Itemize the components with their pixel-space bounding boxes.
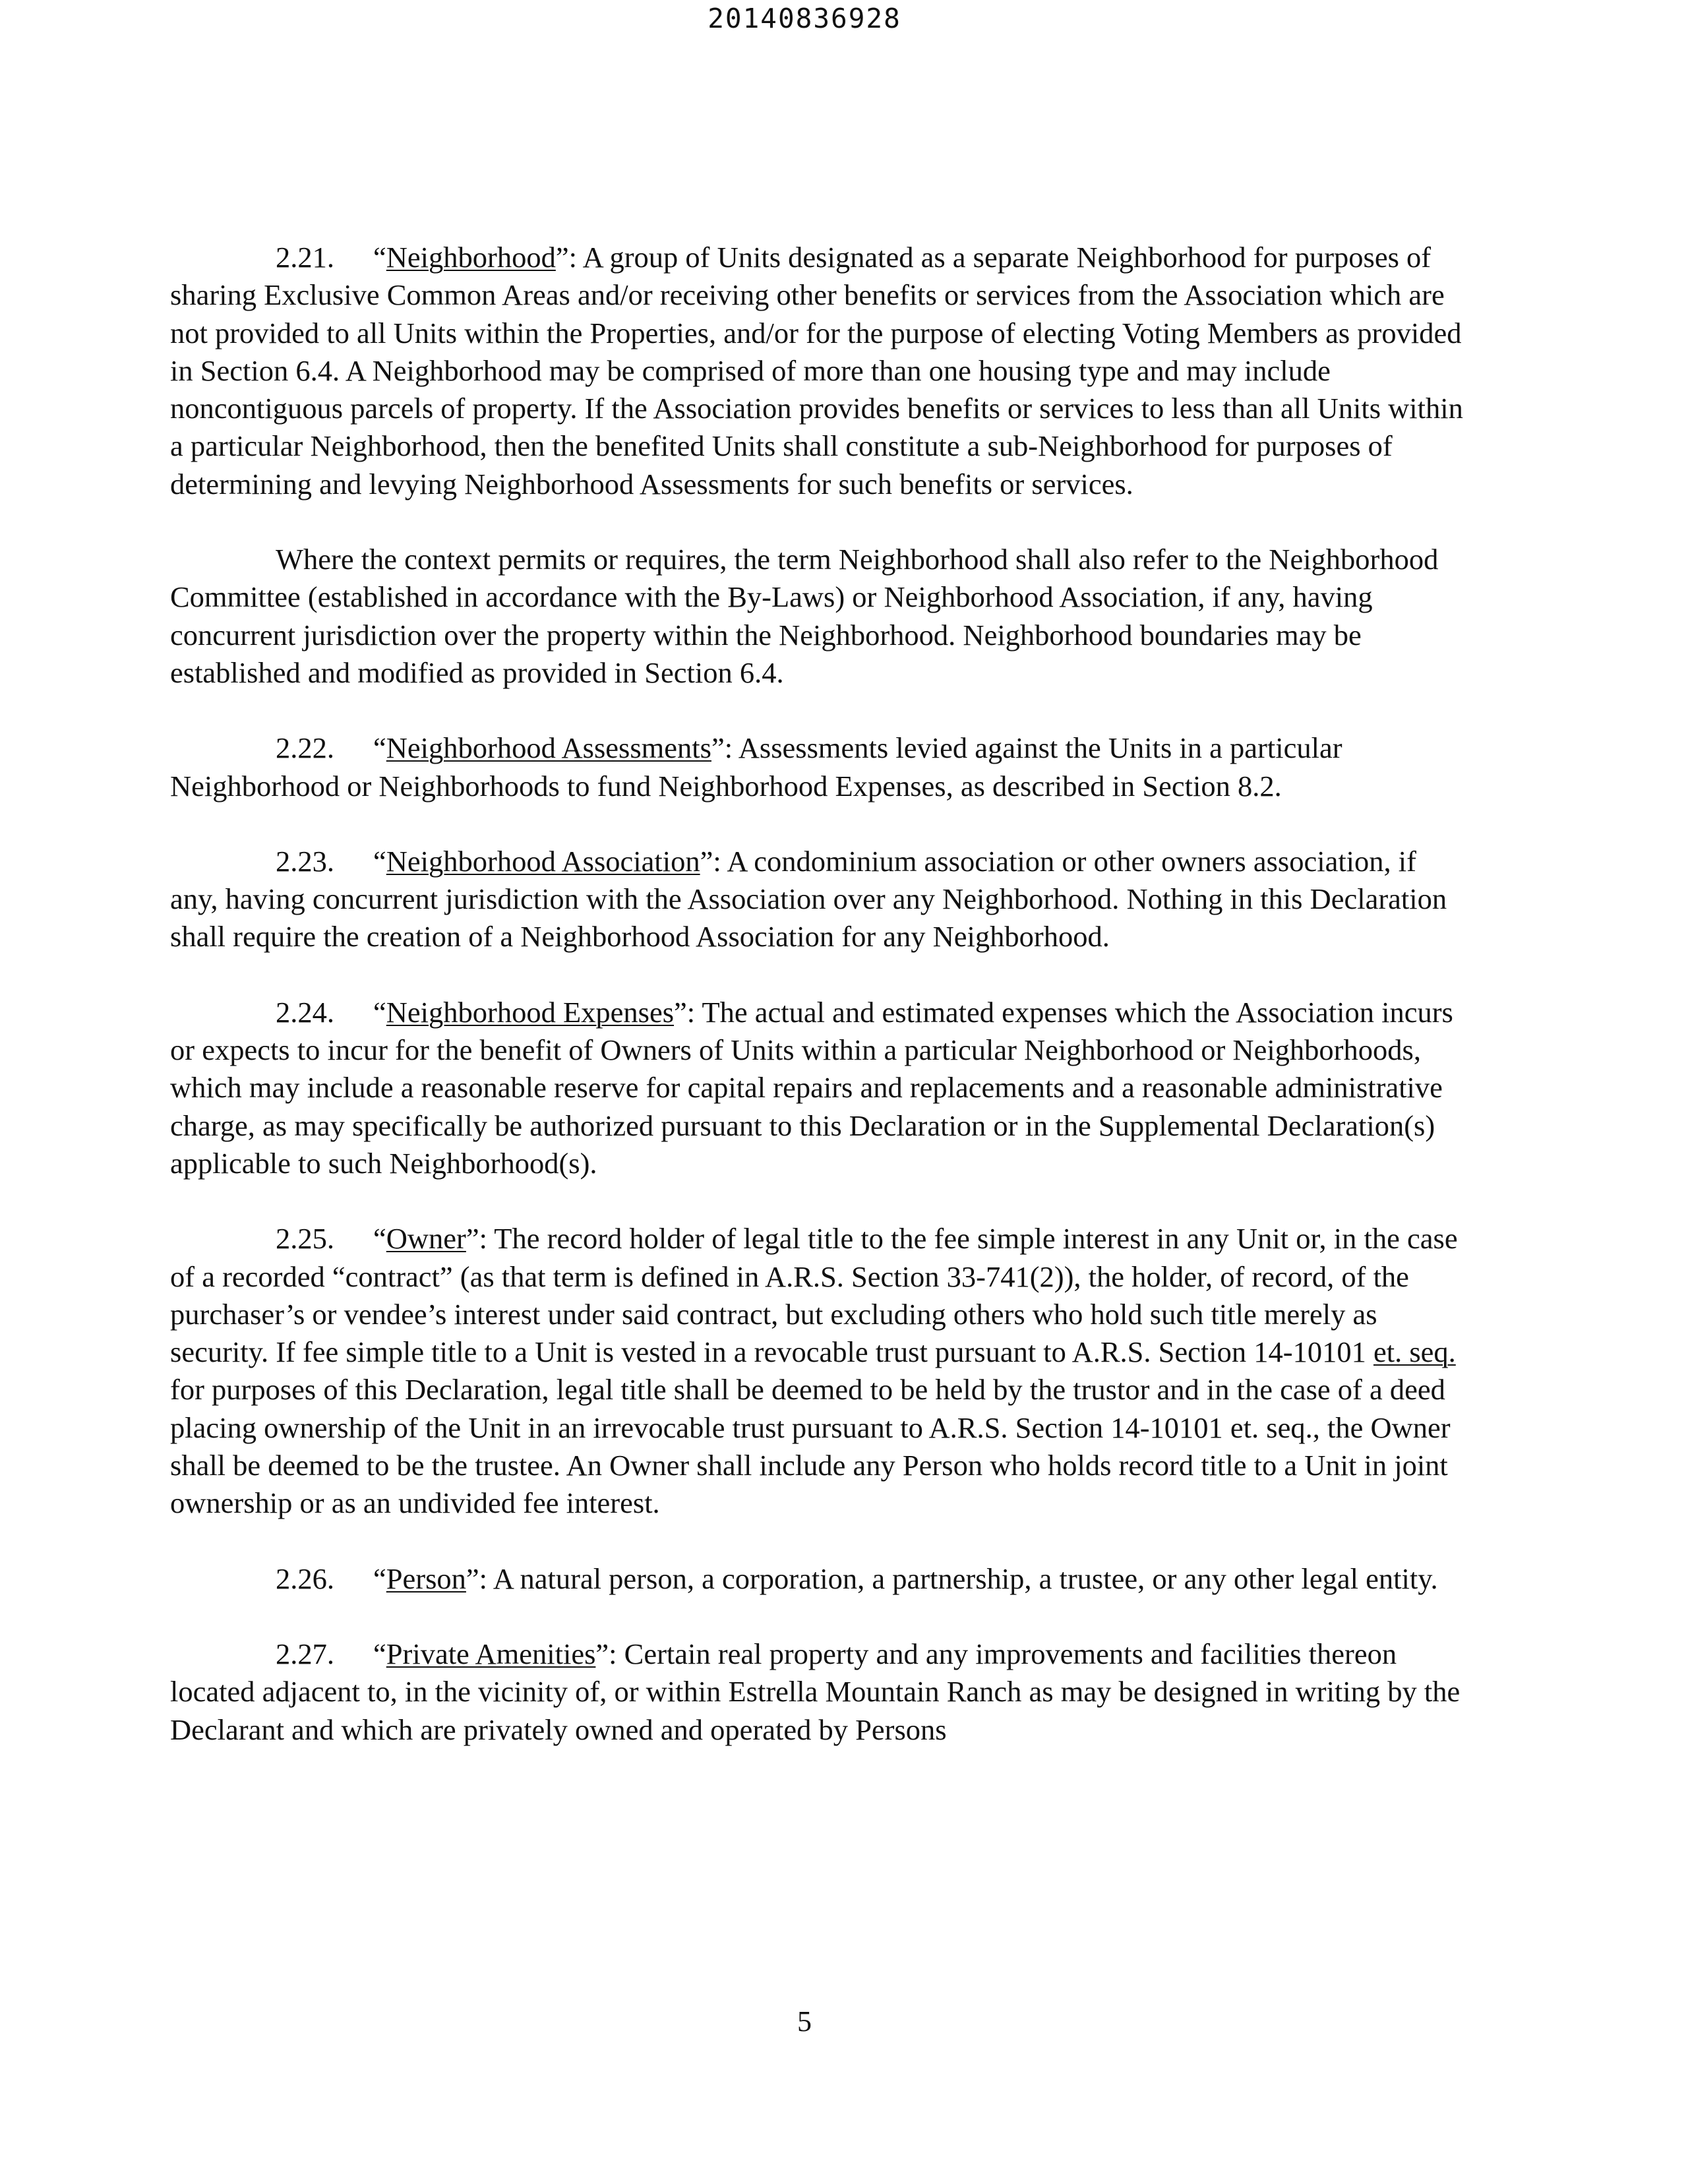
section-2-23: 2.23. “Neighborhood Association”: A condominium association or other owners association, if any, having concurrent jurisdiction with the Association over any Neighborhood. Nothing in this Declaration shall require the creation of a Neighborhood Association for any Neighborhood.	[170, 843, 1470, 956]
section-text: : A natural person, a corporation, a partnership, a trustee, or any other legal entity.	[479, 1562, 1438, 1595]
section-2-24: 2.24. “Neighborhood Expenses”: The actual and estimated expenses which the Association incurs or expects to incur for the benefit of Owners of Units within a particular Neighborhood or Neighborhoods, which may include a reasonable reserve for capital repairs and replacements and a reasonable administrative charge, as may specifically be authorized pursuant to this Declaration or in the Supplemental Declaration(s) applicable to such Neighborhood(s).	[170, 994, 1470, 1182]
document-body	[170, 239, 1470, 1786]
defined-term: Person	[386, 1562, 466, 1595]
defined-term: Private Amenities	[386, 1637, 596, 1670]
section-2-21: 2.21. “Neighborhood”: A group of Units designated as a separate Neighborhood for purposes of sharing Exclusive Common Areas and/or receiving other benefits or services from the Association which are not provided to all Units within the Properties, and/or for the purpose of electing Voting Members as provided in Section 6.4. A Neighborhood may be comprised of more than one housing type and may include noncontiguous parcels of property. If the Association provides benefits or services to less than all Units within a particular Neighborhood, then the benefited Units shall constitute a sub-Neighborhood for purposes of determining and levying Neighborhood Assessments for such benefits or services.	[170, 239, 1470, 503]
section-number: 2.25.	[276, 1222, 334, 1256]
section-number: 2.26.	[276, 1562, 334, 1595]
defined-term: Neighborhood Assessments	[386, 731, 711, 765]
section-number: 2.27.	[276, 1637, 334, 1670]
section-number: 2.23.	[276, 844, 334, 878]
defined-term: Owner	[386, 1222, 466, 1256]
defined-term: Neighborhood	[386, 241, 556, 274]
section-2-22: 2.22. “Neighborhood Assessments”: Assessments levied against the Units in a particular Neighborhood or Neighborhoods to fund Neighborhood Expenses, as described in Section 8.2.	[170, 729, 1470, 805]
section-2-27: 2.27. “Private Amenities”: Certain real property and any improvements and facilities thereon located adjacent to, in the vicinity of, or within Estrella Mountain Ranch as may be designed in writing by the Declarant and which are privately owned and operated by Persons	[170, 1635, 1470, 1749]
section-text: : The actual and estimated expenses which the Association incurs or expects to incur for the benefit of Owners of Units within a particular Neighborhood or Neighborhoods, which may include a reasonable reserve for capital repairs and replacements and a reasonable administrative charge, as may specifically be authorized pursuant to this Declaration or in the Supplemental Declaration(s) applicable to such Neighborhood(s).	[170, 995, 1453, 1180]
section-text-continued: for purposes of this Declaration, legal title shall be deemed to be held by the trustor and in the case of a deed placing ownership of the Unit in an irrevocable trust pursuant to A.R.S. Section 14-10101 et. seq., the Owner shall be deemed to be the trustee. An Owner shall include any Person who holds record title to a Unit in joint ownership or as an undivided fee interest.	[170, 1373, 1451, 1520]
section-text: : A condominium association or other owners association, if any, having concurrent jurisdiction with the Association over any Neighborhood. Nothing in this Declaration shall require the creation of a Neighborhood Association for any Neighborhood.	[170, 844, 1447, 954]
page-number: 5	[797, 2005, 812, 2038]
section-number: 2.22.	[276, 731, 334, 765]
section-text: : The record holder of legal title to the fee simple interest in any Unit or, in the case of a recorded “contract” (as that term is defined in A.R.S. Section 33-741(2)), the holder, of record, of the purchaser’s or vendee’s interest under said contract, but excluding others who hold such title merely as security. If fee simple title to a Unit is vested in a revocable trust pursuant to A.R.S. Section 14-10101	[170, 1222, 1458, 1369]
section-number: 2.24.	[276, 995, 334, 1029]
section-text: : Assessments levied against the Units in a particular Neighborhood or Neighborhoods to fund Neighborhood Expenses, as described in Section 8.2.	[170, 731, 1342, 803]
underlined-citation: et. seq.	[1373, 1335, 1456, 1369]
document-number: 20140836928	[708, 3, 901, 34]
defined-term: Neighborhood Expenses	[386, 995, 675, 1029]
section-2-25: 2.25. “Owner”: The record holder of legal title to the fee simple interest in any Unit or, in the case of a recorded “contract” (as that term is defined in A.R.S. Section 33-741(2)), the holder, of record, of the purchaser’s or vendee’s interest under said contract, but excluding others who hold such title merely as security. If fee simple title to a Unit is vested in a revocable trust pursuant to A.R.S. Section 14-10101 et. seq. for purposes of this Declaration, legal title shall be deemed to be held by the trustor and in the case of a deed placing ownership of the Unit in an irrevocable trust pursuant to A.R.S. Section 14-10101 et. seq., the Owner shall be deemed to be the trustee. An Owner shall include any Person who holds record title to a Unit in joint ownership or as an undivided fee interest.	[170, 1220, 1470, 1522]
section-text: : A group of Units designated as a separate Neighborhood for purposes of sharing Exclusive Common Areas and/or receiving other benefits or services from the Association which are not provided to all Units within the Properties, and/or for the purpose of electing Voting Members as provided in Section 6.4. A Neighborhood may be comprised of more than one housing type and may include noncontiguous parcels of property. If the Association provides benefits or services to less than all Units within a particular Neighborhood, then the benefited Units shall constitute a sub-Neighborhood for purposes of determining and levying Neighborhood Assessments for such benefits or services.	[170, 241, 1463, 501]
section-2-26: 2.26. “Person”: A natural person, a corporation, a partnership, a trustee, or any other legal entity.	[170, 1560, 1470, 1598]
section-text: : Certain real property and any improvements and facilities thereon located adjacent to, in the vicinity of, or within Estrella Mountain Ranch as may be designed in writing by the Declarant and which are privately owned and operated by Persons	[170, 1637, 1461, 1746]
defined-term: Neighborhood Association	[386, 844, 700, 878]
section-number: 2.21.	[276, 241, 334, 274]
section-2-21-continuation: Where the context permits or requires, the term Neighborhood shall also refer to the Neighborhood Committee (established in accordance with the By-Laws) or Neighborhood Association, if any, having concurrent jurisdiction over the property within the Neighborhood. Neighborhood boundaries may be established and modified as provided in Section 6.4.	[170, 543, 1439, 689]
